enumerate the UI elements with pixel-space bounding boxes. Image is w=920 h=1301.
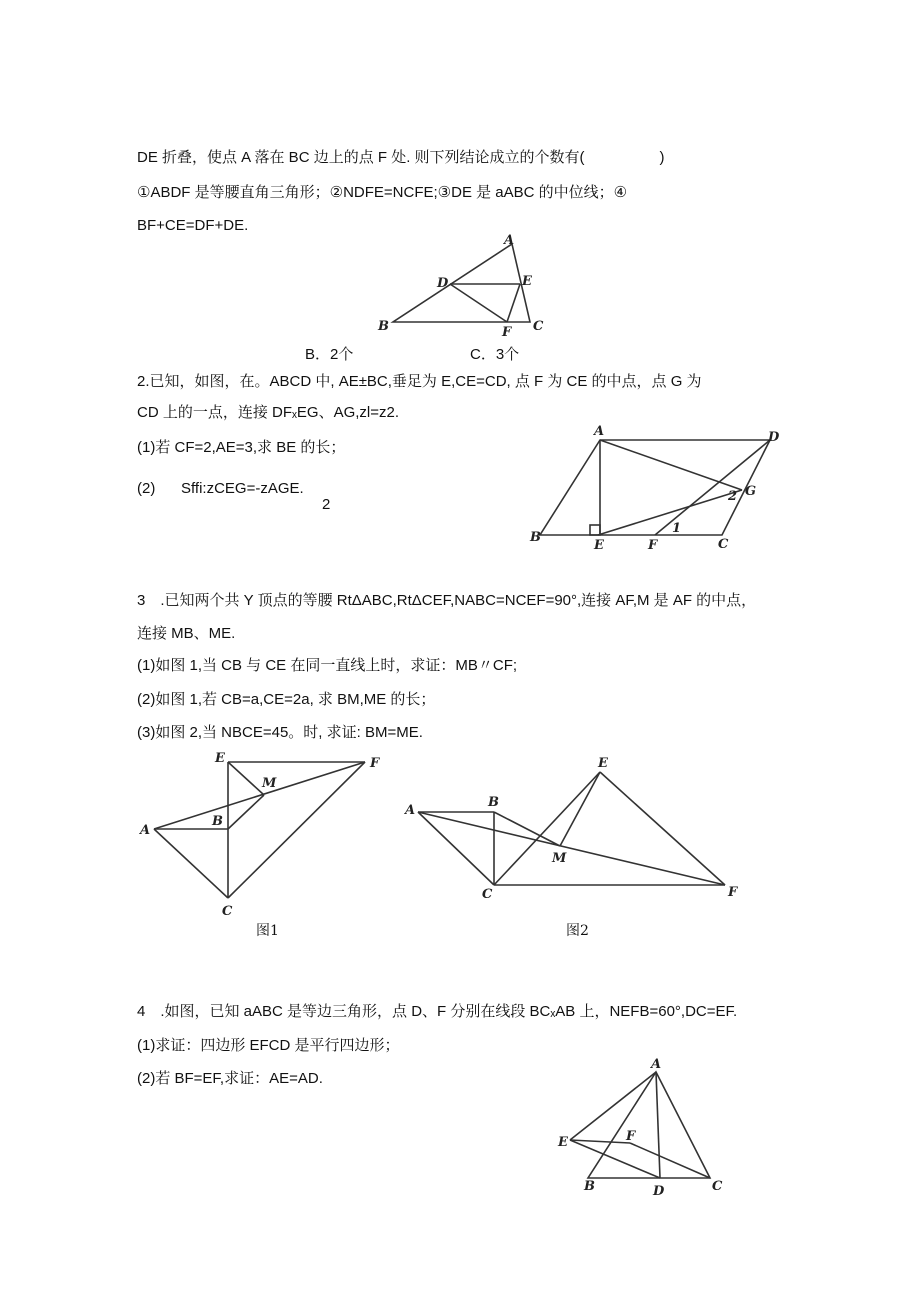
q3-text-line2: 连接 MB、ME. <box>137 625 236 642</box>
svg-text:A: A <box>140 823 151 838</box>
svg-text:C: C <box>718 537 729 552</box>
svg-text:B: B <box>212 814 223 829</box>
q2-text-line2: CD 上的一点，连接 DFₓEG、AG,zl=z2. <box>137 404 400 421</box>
svg-text:C: C <box>712 1179 723 1194</box>
svg-text:F: F <box>648 538 658 553</box>
svg-text:C: C <box>533 319 544 334</box>
svg-text:1: 1 <box>672 521 682 536</box>
q2-figure <box>529 424 780 553</box>
q3-part2: (2)如图 1,若 CB=a,CE=2a, 求 BM,ME 的长； <box>137 691 436 708</box>
svg-text:A: A <box>405 803 416 818</box>
q2-stray-number: 2 <box>322 496 331 513</box>
q2-part2: Sffi:zCEG=-zAGE. <box>181 480 304 497</box>
svg-text:E: E <box>215 751 225 766</box>
svg-text:B: B <box>378 319 389 334</box>
q2-text-line1: 2.已知，如图，在。ABCD 中, AE±BC,垂足为 E,CE=CD, 点 F 为 CE 的中点，点 G 为 <box>137 373 702 390</box>
svg-text:E: E <box>558 1135 568 1150</box>
svg-text:D: D <box>653 1184 665 1199</box>
q1-text-line1: DE 折叠，使点 A 落在 BC 边上的点 F 处. 则下列结论成立的个数有( ) <box>137 149 665 166</box>
svg-text:E: E <box>522 274 532 289</box>
svg-text:2: 2 <box>728 489 738 504</box>
figure-2-caption: 图2 <box>566 923 589 939</box>
q4-part2: (2)若 BF=EF,求证：AE=AD. <box>137 1070 323 1087</box>
svg-text:E: E <box>598 756 608 771</box>
svg-text:C: C <box>222 904 233 919</box>
svg-text:D: D <box>437 276 449 291</box>
svg-text:E: E <box>594 538 604 553</box>
svg-text:F: F <box>502 325 512 340</box>
q3-text-line1: 3 .已知两个共 Y 顶点的等腰 RtΔABC,RtΔCEF,NABC=NCEF=90°,连接 AF,M 是 AF 的中点， <box>137 592 757 609</box>
q1-text-line2: ①ABDF 是等腰直角三角形；②NDFE=NCFE;③DE 是 aABC 的中位线；④ <box>137 184 628 201</box>
q1-text-line3: BF+CE=DF+DE. <box>137 217 249 234</box>
svg-text:A: A <box>504 233 515 248</box>
svg-text:A: A <box>594 424 605 439</box>
svg-text:B: B <box>488 795 499 810</box>
q4-part1: (1)求证：四边形 EFCD 是平行四边形； <box>137 1037 400 1054</box>
svg-text:F: F <box>626 1129 636 1144</box>
svg-text:C: C <box>482 887 493 902</box>
q3-part3: (3)如图 2,当 NBCE=45。时, 求证: BM=ME. <box>137 724 423 741</box>
svg-text:M: M <box>552 851 567 866</box>
svg-text:D: D <box>768 430 780 445</box>
svg-text:B: B <box>584 1179 595 1194</box>
svg-text:B: B <box>530 530 541 545</box>
q3-part1: (1)如图 1,当 CB 与 CE 在同一直线上时，求证：MB〃CF; <box>137 657 518 674</box>
q4-text-line1: 4 .如图，已知 aABC 是等边三角形，点 D、F 分别在线段 BCₓAB 上，NEFB=60°,DC=EF. <box>137 1003 738 1020</box>
option-c: C．3个 <box>470 346 520 363</box>
svg-text:F: F <box>370 756 380 771</box>
svg-text:A: A <box>651 1057 662 1072</box>
q2-part1: (1)若 CF=2,AE=3,求 BE 的长； <box>137 439 346 456</box>
q2-part2-number: (2) <box>137 480 156 497</box>
q1-figure <box>377 233 544 340</box>
svg-text:F: F <box>728 885 738 900</box>
svg-text:G: G <box>745 484 757 499</box>
option-b: B．2个 <box>305 346 354 363</box>
q3-figure-1 <box>138 751 380 919</box>
svg-text:M: M <box>262 776 277 791</box>
q3-figure-2 <box>403 756 738 902</box>
figure-1-caption: 图1 <box>256 923 279 939</box>
q4-figure <box>557 1057 723 1199</box>
